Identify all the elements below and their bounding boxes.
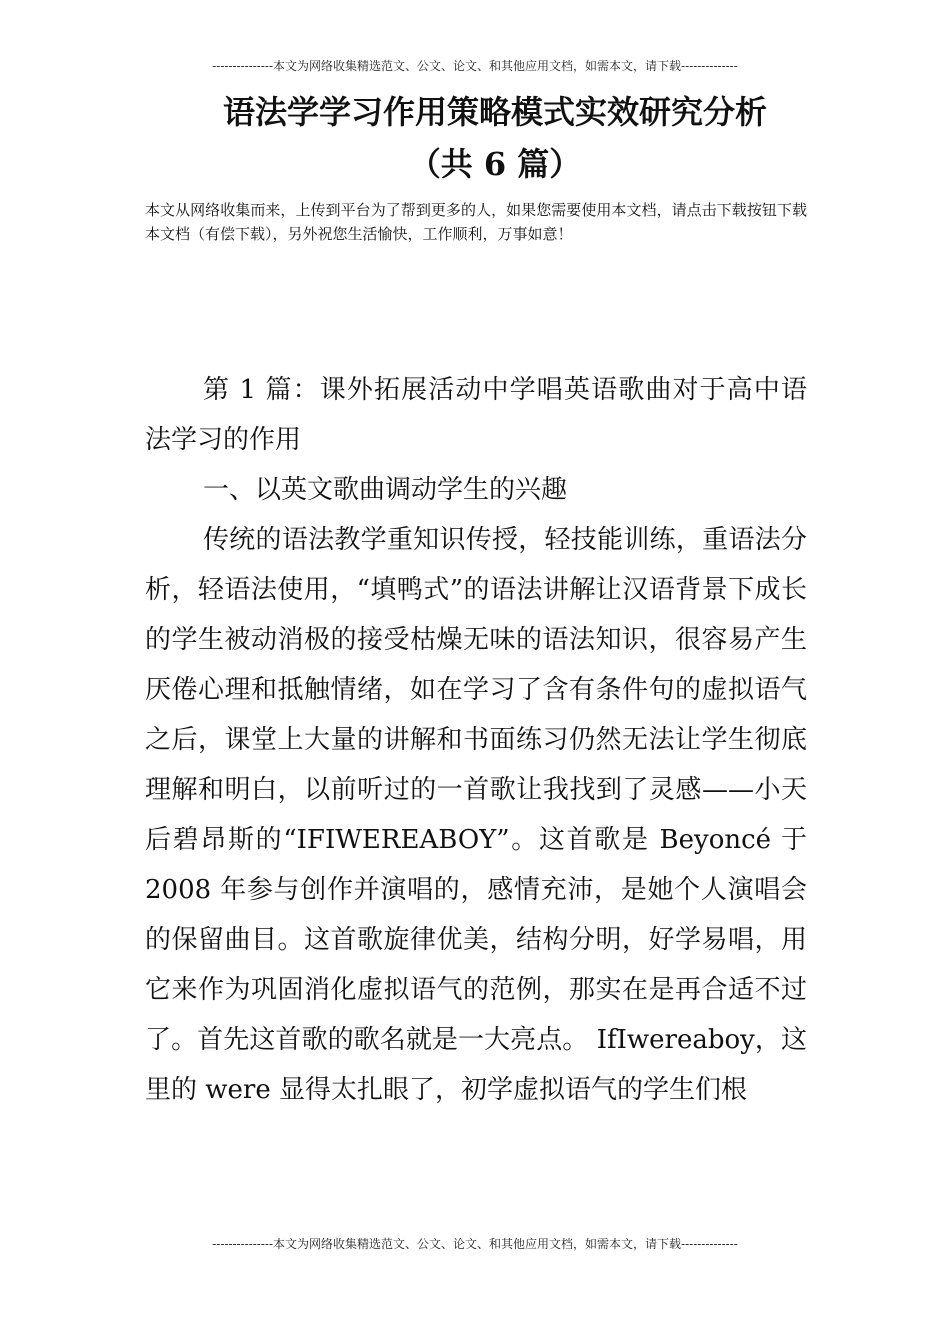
chapter-heading: 第 1 篇：课外拓展活动中学唱英语歌曲对于高中语法学习的作用 xyxy=(145,375,807,455)
footer-banner: ---------------本文为网络收集精选范文、公文、论文、和其他应用文档，如需本文，请下载-------------- xyxy=(212,1237,738,1251)
title-line-1: 语法学学习作用策略模式实效研究分析 xyxy=(222,93,767,131)
body-paragraph: 传统的语法教学重知识传授，轻技能训练，重语法分析，轻语法使用，“填鸭式”的语法讲解让汉语背景下成长的学生被动消极的接受枯燥无味的语法知识，很容易产生厌倦心理和抵触情绪，如在学习了含有条件句的虚拟语气之后，课堂上大量的讲解和书面练习仍然无法让学生彻底理解和明白，以前听过的一首歌让我找到了灵感——小天后碧昂斯的“IFIWEREABOY”。这首歌是 Beyoncé 于 2008 年参与创作并演唱的，感情充沛，是她个人演唱会的保留曲目。这首歌旋律优美，结构分明，好学易唱，用它来作为巩固消化虚拟语气的范例，那实在是再合适不过了。首先这首歌的歌名就是一大亮点。 IfIwereaboy，这里的 were 显得太扎眼了，初学虚拟语气的学生们根 xyxy=(145,525,807,1105)
header-banner: ---------------本文为网络收集精选范文、公文、论文、和其他应用文档，如需本文，请下载-------------- xyxy=(212,59,738,73)
section-heading: 一、以英文歌曲调动学生的兴趣 xyxy=(203,475,568,505)
document-body xyxy=(145,365,807,1115)
document-title xyxy=(145,86,845,190)
title-line-2: （共 6 篇） xyxy=(408,145,582,183)
download-notice: 本文从网络收集而来，上传到平台为了帮到更多的人，如果您需要使用本文档，请点击下载按钮下载本文档（有偿下载），另外祝您生活愉快，工作顺利，万事如意！ xyxy=(145,201,807,243)
